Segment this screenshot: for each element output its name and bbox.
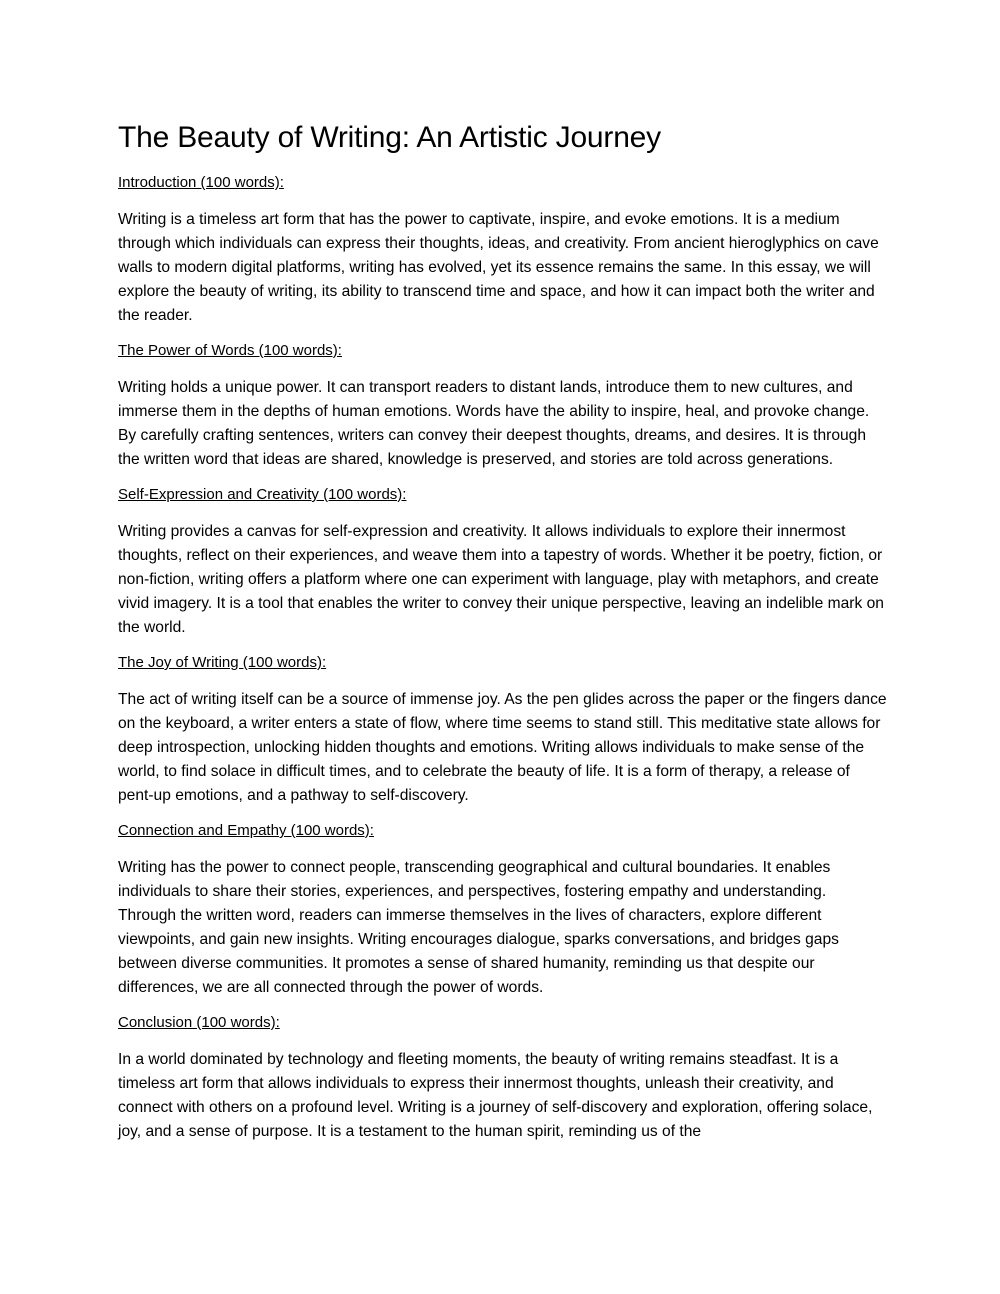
section-paragraph: Writing provides a canvas for self-expression and creativity. It allows individuals to explore their innermost thoughts, reflect on their experiences, and weave them into a tapestry of words. Whether it be poetry, fiction, or non-fiction, writing offers a platform where one can experiment with language, play with metaphors, and create vivid imagery. It is a tool that enables the writer to convey their unique perspective, leaving an indelible mark on the world. xyxy=(118,523,884,636)
section-joy-of-writing xyxy=(118,652,888,808)
section-heading: Introduction (100 words): xyxy=(118,174,284,191)
section-paragraph: Writing holds a unique power. It can transport readers to distant lands, introduce them to new cultures, and immerse them in the depths of human emotions. Words have the ability to inspire, heal, and provoke change. By carefully crafting sentences, writers can convey their deepest thoughts, dreams, and desires. It is through the written word that ideas are shared, knowledge is preserved, and stories are told across generations. xyxy=(118,379,870,468)
section-heading: The Joy of Writing (100 words): xyxy=(118,654,327,671)
section-connection-empathy xyxy=(118,820,888,1000)
section-paragraph: Writing is a timeless art form that has the power to captivate, inspire, and evoke emotions. It is a medium through which individuals can express their thoughts, ideas, and creativity. From ancient hieroglyphics on cave walls to modern digital platforms, writing has evolved, yet its essence remains the same. In this essay, we will explore the beauty of writing, its ability to transcend time and space, and how it can impact both the writer and the reader. xyxy=(118,211,879,324)
section-heading: Connection and Empathy (100 words): xyxy=(118,822,374,839)
section-paragraph: Writing has the power to connect people, transcending geographical and cultural boundaries. It enables individuals to share their stories, experiences, and perspectives, fostering empathy and understanding. Through the written word, readers can immerse themselves in the lives of characters, explore different viewpoints, and gain new insights. Writing encourages dialogue, sparks conversations, and bridges gaps between diverse communities. It promotes a sense of shared humanity, reminding us that despite our differences, we are all connected through the power of words. xyxy=(118,859,839,996)
section-power-of-words xyxy=(118,340,888,472)
document-page xyxy=(118,118,888,1156)
section-conclusion xyxy=(118,1012,888,1144)
section-introduction xyxy=(118,172,888,328)
section-paragraph: The act of writing itself can be a source of immense joy. As the pen glides across the paper or the fingers dance on the keyboard, a writer enters a state of flow, where time seems to stand still. This meditative state allows for deep introspection, unlocking hidden thoughts and emotions. Writing allows individuals to make sense of the world, to find solace in difficult times, and to celebrate the beauty of life. It is a form of therapy, a release of pent-up emotions, and a pathway to self-discovery. xyxy=(118,691,887,804)
section-heading: Conclusion (100 words): xyxy=(118,1014,280,1031)
section-paragraph: In a world dominated by technology and fleeting moments, the beauty of writing remains steadfast. It is a timeless art form that allows individuals to express their innermost thoughts, unleash their creativity, and connect with others on a profound level. Writing is a journey of self-discovery and exploration, offering solace, joy, and a sense of purpose. It is a testament to the human spirit, reminding us of the xyxy=(118,1051,873,1140)
section-heading: The Power of Words (100 words): xyxy=(118,342,342,359)
section-heading: Self-Expression and Creativity (100 words): xyxy=(118,486,407,503)
document-title: The Beauty of Writing: An Artistic Journey xyxy=(118,121,661,154)
section-self-expression xyxy=(118,484,888,640)
